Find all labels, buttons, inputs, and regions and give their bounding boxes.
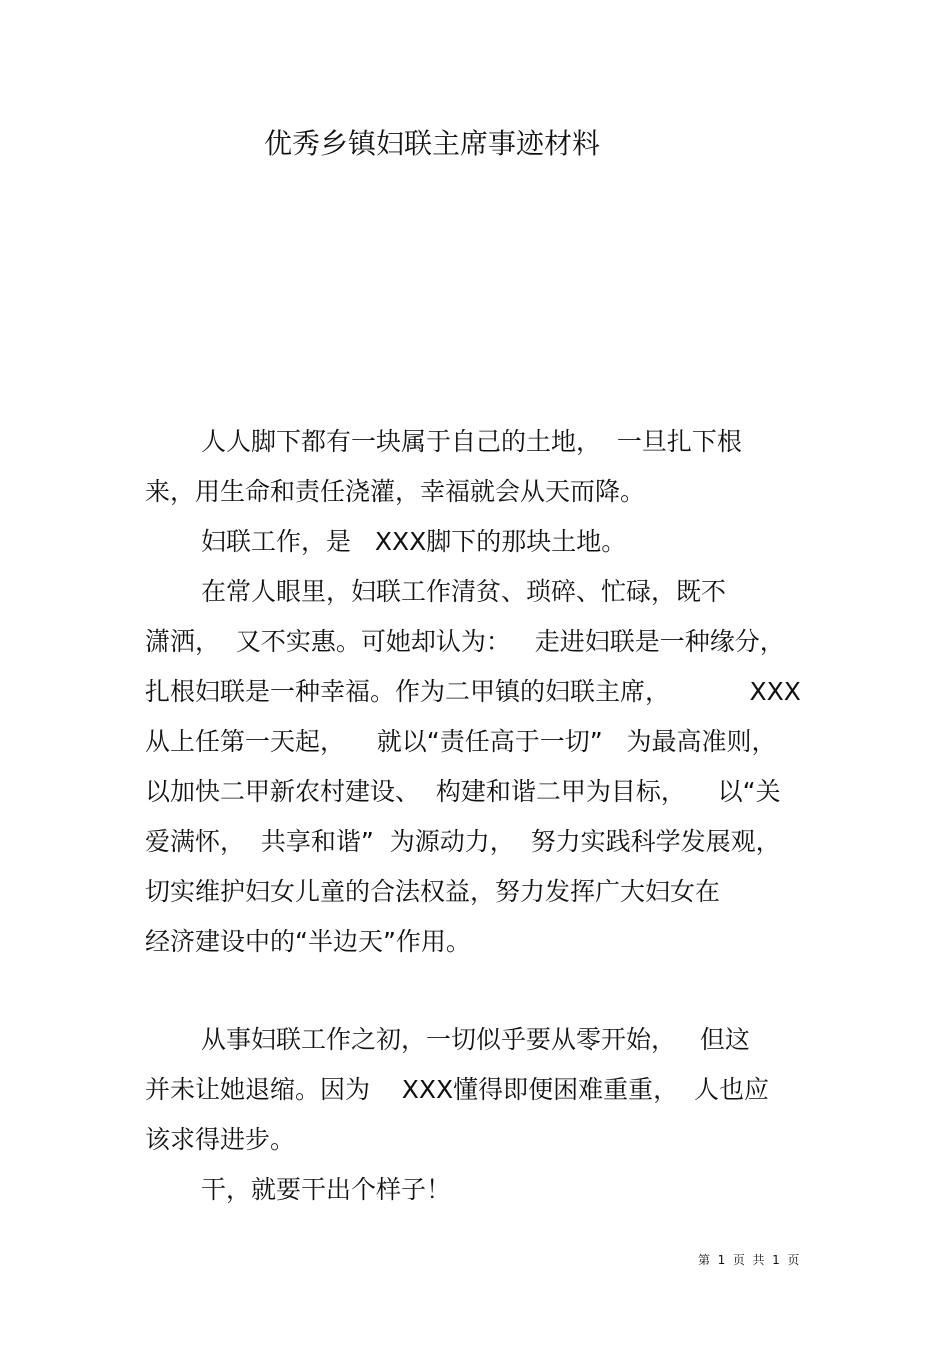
paragraph-line: 以加快二甲新农村建设、 构建和谐二甲为目标， 以“关 bbox=[145, 777, 781, 806]
paragraph-line: 并未让她退缩。因为 XXX懂得即便困难重重， 人也应 bbox=[145, 1075, 770, 1104]
paragraph-line: 爱满怀， 共享和谐” 为源动力， 努力实践科学发展观， bbox=[145, 827, 781, 856]
paragraph-line: 切实维护妇女儿童的合法权益，努力发挥广大妇女在 bbox=[145, 877, 721, 906]
page-footer: 第 1 页 共 1 页 bbox=[698, 1253, 800, 1267]
document-title: 优秀乡镇妇联主席事迹材料 bbox=[264, 127, 601, 160]
paragraph-line: 该求得进步。 bbox=[145, 1125, 296, 1154]
paragraph-line: 来，用生命和责任浇灌，幸福就会从天而降。 bbox=[145, 477, 646, 506]
paragraph-line: 潇洒， 又不实惠。可她却认为： 走进妇联是一种缘分， bbox=[145, 627, 785, 656]
paragraph-line: 在常人眼里，妇联工作清贫、琐碎、忙碌，既不 bbox=[201, 577, 727, 606]
paragraph-line: 干，就要干出个样子！ bbox=[201, 1175, 452, 1204]
paragraph-line: 经济建设中的“半边天”作用。 bbox=[145, 927, 471, 956]
paragraph-line: 从上任第一天起， 就以“责任高于一切” 为最高准则， bbox=[145, 727, 777, 756]
paragraph-line: 人人脚下都有一块属于自己的土地， 一旦扎下根 bbox=[201, 427, 742, 456]
paragraph-line: 从事妇联工作之初，一切似乎要从零开始， 但这 bbox=[201, 1025, 750, 1054]
paragraph-line: 扎根妇联是一种幸福。作为二甲镇的妇联主席， XXX bbox=[145, 677, 801, 706]
paragraph-line: 妇联工作，是 XXX脚下的那块土地。 bbox=[201, 527, 627, 556]
